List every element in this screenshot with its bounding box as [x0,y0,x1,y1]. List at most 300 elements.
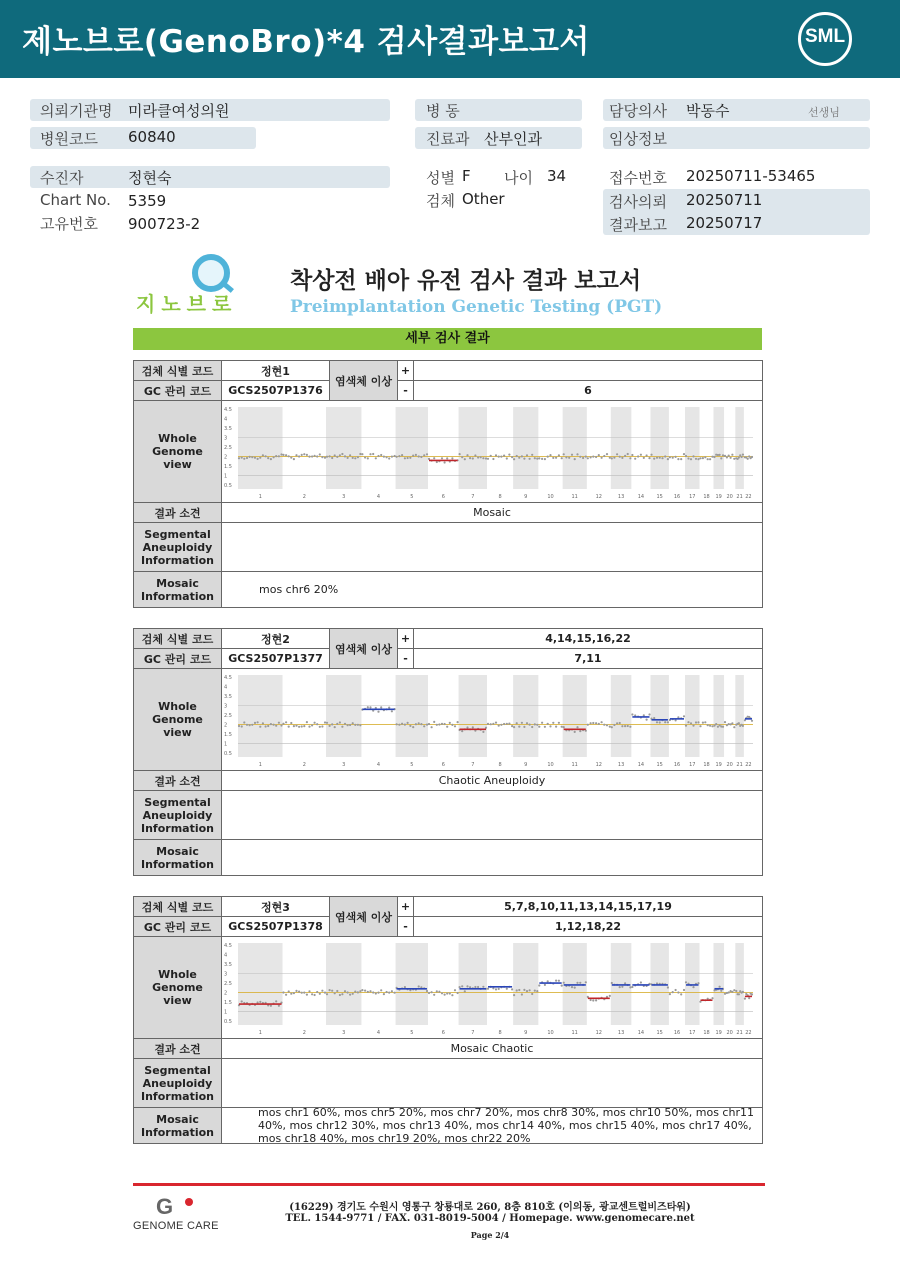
copy-number-point [748,997,750,999]
copy-number-point [508,454,510,456]
segmental-value [221,522,763,572]
x-tick-label: 1 [258,1030,262,1036]
copy-number-point [508,723,510,725]
copy-number-point [341,993,343,995]
copy-number-point [380,454,382,456]
copy-number-point [650,454,652,456]
copy-number-point [321,725,323,727]
gain-chromosomes: 4,14,15,16,22 [413,628,763,649]
copy-number-point [347,457,349,459]
copy-number-point [303,725,305,727]
age-label: 나이 [504,169,533,187]
copy-number-point [270,723,272,725]
copy-number-point [751,720,753,722]
copy-number-point [241,1000,243,1002]
copy-number-point [267,457,269,459]
copy-number-point [697,458,699,460]
copy-number-point [728,455,730,457]
copy-number-point [561,985,563,987]
examinee-value: 정현숙 [128,169,172,187]
copy-number-point [656,721,658,723]
copy-number-point [319,726,321,728]
x-tick-label: 14 [637,494,645,500]
footer-address: (16229) 경기도 수원시 영통구 창룡대로 260, 8층 810호 (이의동, 광교센트럴비즈타워) [289,1202,691,1213]
genome-plot [222,401,761,501]
copy-number-point [280,724,282,726]
copy-number-point [334,992,336,994]
copy-number-point [720,457,722,459]
y-tick-label: 3.5 [224,693,232,700]
copy-number-point [383,993,385,995]
copy-number-point [534,457,536,459]
copy-number-point [267,725,269,727]
copy-number-point [664,721,666,723]
copy-number-point [415,723,417,725]
copy-number-point [469,457,471,459]
copy-number-point [523,458,525,460]
copy-number-point [669,993,671,995]
x-tick-label: 12 [595,762,602,768]
copy-number-point [561,457,563,459]
copy-number-point [275,455,277,457]
sample-table [133,360,762,609]
copy-number-point [377,711,379,713]
copy-number-point [579,730,581,732]
copy-number-point [331,723,333,725]
x-tick-label: 8 [498,1030,502,1036]
copy-number-point [646,719,648,721]
copy-number-point [326,993,328,995]
report-main-title: 제노브로(GenoBro)*4 검사결과보고서 [22,24,590,60]
copy-number-point [265,455,267,457]
copy-number-point [367,457,369,459]
copy-number-point [347,991,349,993]
x-tick-label: 22 [745,1030,752,1036]
copy-number-point [466,726,468,728]
x-tick-label: 4 [376,494,381,500]
copy-number-point [339,721,341,723]
gc-code-label: GC 관리 코드 [133,916,222,937]
copy-number-point [552,722,554,724]
copy-number-point [606,724,608,726]
copy-number-point [438,723,440,725]
copy-number-point [329,989,331,991]
chromosome-band [735,675,744,757]
receipt-label: 접수번호 [609,169,667,187]
copy-number-point [361,453,363,455]
copy-number-point [541,722,543,724]
copy-number-point [487,458,489,460]
copy-number-point [609,726,611,728]
copy-number-point [595,999,597,1001]
copy-number-point [477,986,479,988]
copy-number-point [738,722,740,724]
copy-number-point [664,455,666,457]
copy-number-point [482,986,484,988]
copy-number-point [451,994,453,996]
copy-number-point [331,457,333,459]
copy-number-point [288,990,290,992]
minus-sign: - [397,648,414,669]
copy-number-point [262,722,264,724]
copy-number-point [571,454,573,456]
copy-number-point [407,457,409,459]
copy-number-point [692,455,694,457]
y-tick-label: 1 [224,473,228,480]
copy-number-point [423,454,425,456]
x-tick-label: 2 [302,1030,306,1036]
gc-code-value: GCS2507P1378 [221,916,330,937]
copy-number-point [531,454,533,456]
copy-number-point [631,713,633,715]
chromosome-band [513,675,538,757]
copy-number-point [238,457,240,459]
copy-number-point [627,725,629,727]
chromosome-band [326,943,361,1025]
copy-number-point [485,727,487,729]
copy-number-point [386,456,388,458]
copy-number-point [295,990,297,992]
copy-number-point [433,721,435,723]
copy-number-point [361,989,363,991]
copy-number-point [680,993,682,995]
copy-number-point [357,991,359,993]
copy-number-point [270,1005,272,1007]
copy-number-point [441,992,443,994]
finding-value: Chaotic Aneuploidy [221,770,763,791]
copy-number-point [643,457,645,459]
copy-number-point [738,456,740,458]
copy-number-point [521,455,523,457]
copy-number-point [364,990,366,992]
whole-genome-label: Whole Genome view [133,400,222,503]
copy-number-point [308,990,310,992]
id-code-value: 정현2 [221,628,330,649]
copy-number-point [404,724,406,726]
copy-number-point [241,725,243,727]
x-tick-label: 15 [656,494,663,500]
copy-number-point [627,453,629,455]
x-tick-label: 22 [745,494,752,500]
copy-number-point [344,455,346,457]
copy-number-point [398,724,400,726]
copy-number-point [446,457,448,459]
copy-number-point [449,722,451,724]
x-tick-label: 4 [376,1030,381,1036]
hospital-code-label: 병원코드 [40,130,98,148]
copy-number-point [637,455,639,457]
copy-number-point [431,991,433,993]
section-header: 세부 검사 결과 [133,328,762,350]
copy-number-point [751,993,753,995]
y-tick-label: 2 [224,722,228,729]
mosaic-label: Mosaic Information [133,1107,222,1144]
copy-number-point [418,985,420,987]
copy-number-point [438,991,440,993]
copy-number-point [285,994,287,996]
x-tick-label: 4 [376,762,381,768]
x-tick-label: 19 [715,1030,722,1036]
copy-number-point [482,457,484,459]
copy-number-point [683,453,685,455]
copy-number-point [592,999,594,1001]
copy-number-point [555,980,557,982]
x-tick-label: 19 [715,762,722,768]
copy-number-point [466,454,468,456]
copy-number-point [558,454,560,456]
copy-number-point [498,725,500,727]
copy-number-point [536,990,538,992]
copy-number-point [675,989,677,991]
copy-number-point [511,456,513,458]
copy-number-point [336,723,338,725]
x-tick-label: 8 [498,762,502,768]
copy-number-point [587,457,589,459]
copy-number-point [285,454,287,456]
copy-number-point [702,722,704,724]
copy-number-point [344,723,346,725]
hospital-code-value: 60840 [128,128,176,146]
copy-number-point [316,455,318,457]
copy-number-point [555,457,557,459]
copy-number-point [459,986,461,988]
copy-number-point [624,725,626,727]
copy-number-point [619,456,621,458]
copy-number-point [531,993,533,995]
copy-number-point [290,457,292,459]
copy-number-point [576,726,578,728]
chromosome-band [238,407,283,489]
y-tick-label: 2.5 [224,445,232,452]
copy-number-point [290,722,292,724]
x-tick-label: 12 [595,1030,602,1036]
sample-table [133,896,762,1145]
copy-number-point [241,457,243,459]
copy-number-point [606,453,608,455]
y-tick-label: 1.5 [224,1000,232,1007]
chromosome-band [396,675,428,757]
copy-number-point [301,454,303,456]
y-tick-label: 1.5 [224,732,232,739]
copy-number-point [672,457,674,459]
copy-number-point [495,454,497,456]
receipt-value: 20250711-53465 [686,167,816,185]
y-tick-label: 4.5 [224,406,232,413]
genome-care-logo [130,1194,226,1234]
copy-number-point [298,455,300,457]
copy-number-point [598,723,600,725]
copy-number-point [423,725,425,727]
copy-number-point [433,994,435,996]
chromosome-band [238,675,283,757]
copy-number-point [685,725,687,727]
copy-number-point [715,723,717,725]
copy-number-point [534,990,536,992]
copy-number-point [418,455,420,457]
copy-number-point [516,722,518,724]
copy-number-point [303,453,305,455]
chart-no-value: 5359 [128,192,167,210]
x-tick-label: 9 [524,762,528,768]
copy-number-point [699,725,701,727]
copy-number-point [730,457,732,459]
copy-number-point [431,726,433,728]
copy-number-point [288,455,290,457]
copy-number-point [454,725,456,727]
copy-number-point [667,721,669,723]
copy-number-point [687,721,689,723]
copy-number-point [354,457,356,459]
copy-number-point [661,457,663,459]
copy-number-point [526,454,528,456]
copy-number-point [733,989,735,991]
copy-number-point [359,453,361,455]
copy-number-point [547,456,549,458]
x-tick-label: 3 [342,762,346,768]
copy-number-point [480,456,482,458]
copy-number-point [472,457,474,459]
copy-number-point [319,453,321,455]
copy-number-point [619,986,621,988]
copy-number-point [561,726,563,728]
copy-number-point [243,721,245,723]
copy-number-point [731,722,733,724]
copy-number-point [251,724,253,726]
copy-number-point [329,725,331,727]
copy-number-point [394,455,396,457]
copy-number-point [420,456,422,458]
copy-number-point [380,989,382,991]
abnormal-label: 염색체 이상 [329,896,398,937]
copy-number-point [295,725,297,727]
copy-number-point [585,981,587,983]
copy-number-point [375,457,377,459]
copy-number-point [518,457,520,459]
copy-number-point [711,997,713,999]
doctor-suffix: 선생님 [808,106,840,119]
copy-number-point [521,993,523,995]
copy-number-point [683,989,685,991]
copy-number-point [349,994,351,996]
segmental-label: Segmental Aneuploidy Information [133,1058,222,1108]
chromosome-band [611,675,632,757]
x-tick-label: 12 [595,494,602,500]
copy-number-point [433,457,435,459]
copy-number-point [704,721,706,723]
gc-code-value: GCS2507P1377 [221,648,330,669]
copy-number-point [513,994,515,996]
copy-number-point [576,453,578,455]
copy-number-point [270,458,272,460]
mosaic-value [221,839,763,876]
copy-number-point [739,454,741,456]
copy-number-point [742,725,744,727]
copy-number-point [529,724,531,726]
copy-number-point [742,991,744,993]
copy-number-point [319,993,321,995]
copy-number-point [629,986,631,988]
y-tick-label: 4 [224,416,228,423]
copy-number-point [601,721,603,723]
copy-number-point [538,457,540,459]
copy-number-point [377,455,379,457]
copy-number-point [404,457,406,459]
copy-number-point [631,454,633,456]
copy-number-point [653,458,655,460]
copy-number-point [523,726,525,728]
copy-number-point [273,724,275,726]
minus-sign: - [397,916,414,937]
y-tick-label: 0.5 [224,1019,232,1026]
copy-number-point [538,726,540,728]
copy-number-point [667,986,669,988]
copy-number-point [444,723,446,725]
copy-number-point [592,456,594,458]
copy-number-point [238,725,240,727]
x-tick-label: 21 [736,1030,743,1036]
x-tick-label: 22 [745,762,752,768]
copy-number-point [735,990,737,992]
y-tick-label: 2 [224,990,228,997]
copy-number-point [653,717,655,719]
copy-number-point [415,454,417,456]
x-tick-label: 17 [689,494,696,500]
copy-number-point [713,725,715,727]
copy-number-point [707,458,709,460]
genome-care-dot [185,1198,193,1206]
copy-number-point [677,458,679,460]
copy-number-point [441,723,443,725]
copy-number-point [394,992,396,994]
chromosome-band [685,943,699,1025]
copy-number-point [367,706,369,708]
copy-number-point [634,458,636,460]
copy-number-point [611,982,613,984]
chromosome-band [685,407,699,489]
copy-number-point [640,981,642,983]
y-tick-label: 1 [224,1009,228,1016]
copy-number-point [396,723,398,725]
chromosome-band [513,943,538,1025]
copy-number-point [531,726,533,728]
copy-number-point [386,991,388,993]
gc-code-label: GC 관리 코드 [133,648,222,669]
copy-number-point [301,725,303,727]
copy-number-point [314,455,316,457]
copy-number-point [582,457,584,459]
copy-number-point [738,993,740,995]
copy-number-point [603,724,605,726]
copy-number-point [436,990,438,992]
copy-number-point [265,725,267,727]
copy-number-point [451,724,453,726]
whole-genome-label: Whole Genome view [133,668,222,771]
x-tick-label: 6 [441,1030,445,1036]
copy-number-point [331,990,333,992]
x-tick-label: 6 [441,494,445,500]
x-tick-label: 6 [441,762,445,768]
copy-number-point [341,453,343,455]
unique-id-label: 고유번호 [40,215,98,233]
copy-number-point [278,722,280,724]
footer-divider [133,1183,765,1186]
copy-number-point [609,995,611,997]
copy-number-point [741,456,743,458]
copy-number-point [536,458,538,460]
copy-number-point [731,454,733,456]
copy-number-point [321,456,323,458]
examinee-label: 수진자 [40,169,84,187]
